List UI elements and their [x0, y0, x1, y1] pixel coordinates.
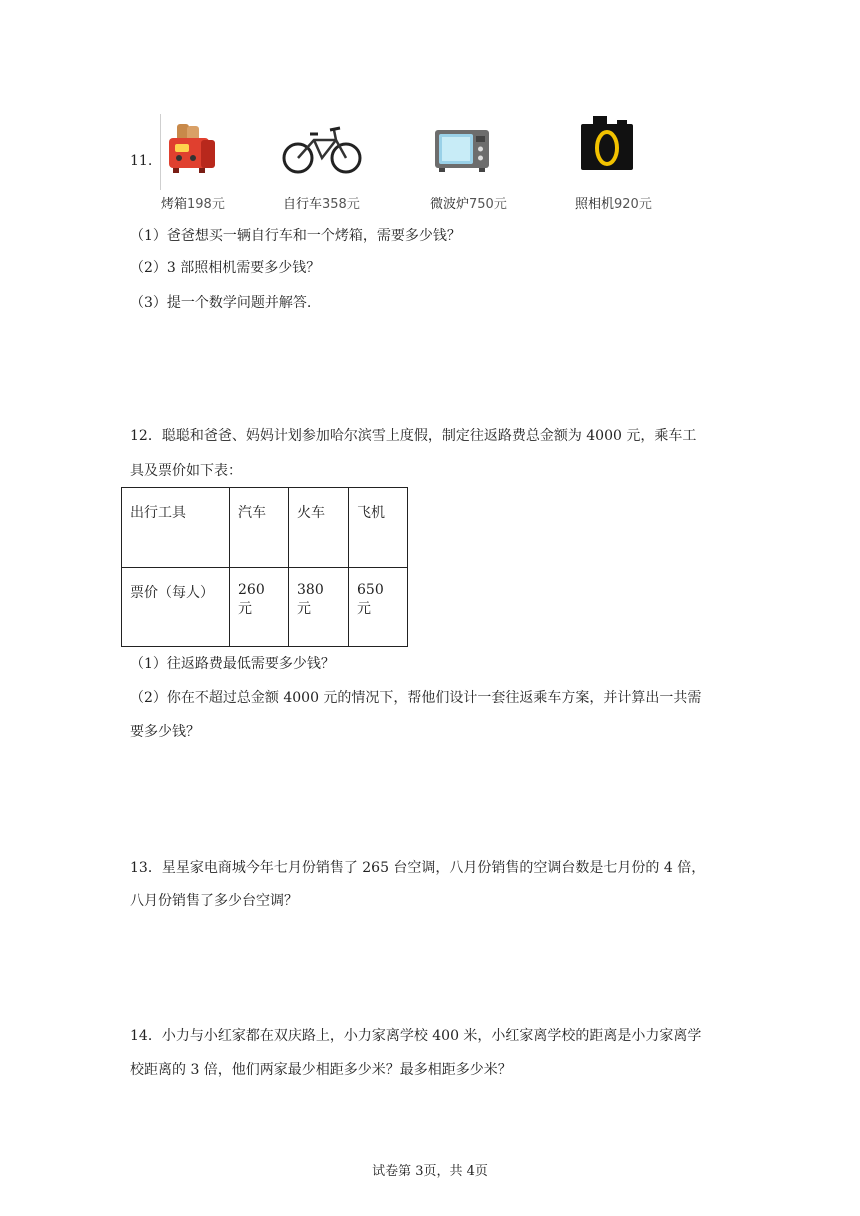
q12-text-line-2: 具及票价如下表： — [130, 463, 242, 479]
page-footer: 试卷第 3页，共 4页 — [372, 1164, 488, 1179]
q13-text-line-2: 八月份销售了多少台空调？ — [130, 893, 298, 909]
bicycle-icon — [282, 124, 362, 176]
microwave-icon — [433, 126, 491, 174]
item-price: 750元 — [469, 197, 507, 212]
item-price: 920元 — [614, 197, 652, 212]
fare-table — [121, 487, 408, 647]
toaster-icon — [163, 122, 221, 176]
camera-icon — [579, 114, 635, 174]
item-name: 微波炉 — [430, 197, 470, 212]
image-divider — [160, 114, 161, 190]
toaster-caption — [161, 193, 225, 212]
q13-text-line-1: 13．星星家电商城今年七月份销售了 265 台空调，八月份销售的空调台数是七月份的 4 倍， — [130, 860, 706, 876]
q14-text-line-1: 14．小力与小红家都在双庆路上，小力家离学校 400 米，小红家离学校的距离是小力家离学 — [130, 1028, 702, 1044]
q11-sub-2: （2）3 部照相机需要多少钱？ — [130, 260, 321, 276]
question-11-number: 11. — [130, 153, 153, 169]
q11-sub-1: （1）爸爸想买一辆自行车和一个烤箱，需要多少钱？ — [130, 228, 461, 244]
q12-sub-2-line-2: 要多少钱？ — [130, 724, 200, 740]
item-price: 358元 — [322, 197, 360, 212]
table-cell: 汽车 — [230, 488, 289, 568]
bicycle-caption — [283, 193, 360, 212]
table-cell: 380 元 — [289, 568, 349, 647]
table-row — [122, 488, 408, 568]
q14-text-line-2: 校距离的 3 倍，他们两家最少相距多少米？最多相距多少米？ — [130, 1062, 512, 1078]
table-cell: 出行工具 — [122, 488, 230, 568]
item-name: 自行车 — [283, 197, 323, 212]
q11-sub-3: （3）提一个数学问题并解答. — [130, 295, 312, 311]
table-cell: 650 元 — [349, 568, 408, 647]
table-row — [122, 568, 408, 647]
item-price: 198元 — [187, 197, 225, 212]
camera-caption — [575, 193, 652, 212]
item-name: 照相机 — [575, 197, 615, 212]
q12-sub-2-line-1: （2）你在不超过总金额 4000 元的情况下，帮他们设计一套往返乘车方案，并计算出一共需 — [130, 690, 702, 706]
table-cell: 飞机 — [349, 488, 408, 568]
q12-sub-1: （1）往返路费最低需要多少钱？ — [130, 656, 335, 672]
table-cell: 火车 — [289, 488, 349, 568]
table-cell: 260 元 — [230, 568, 289, 647]
microwave-caption — [430, 193, 507, 212]
item-name: 烤箱 — [161, 197, 188, 212]
q12-text-line-1: 12．聪聪和爸爸、妈妈计划参加哈尔滨雪上度假，制定往返路费总金额为 4000 元，乘车工 — [130, 428, 697, 444]
table-cell: 票价（每人） — [122, 568, 230, 647]
